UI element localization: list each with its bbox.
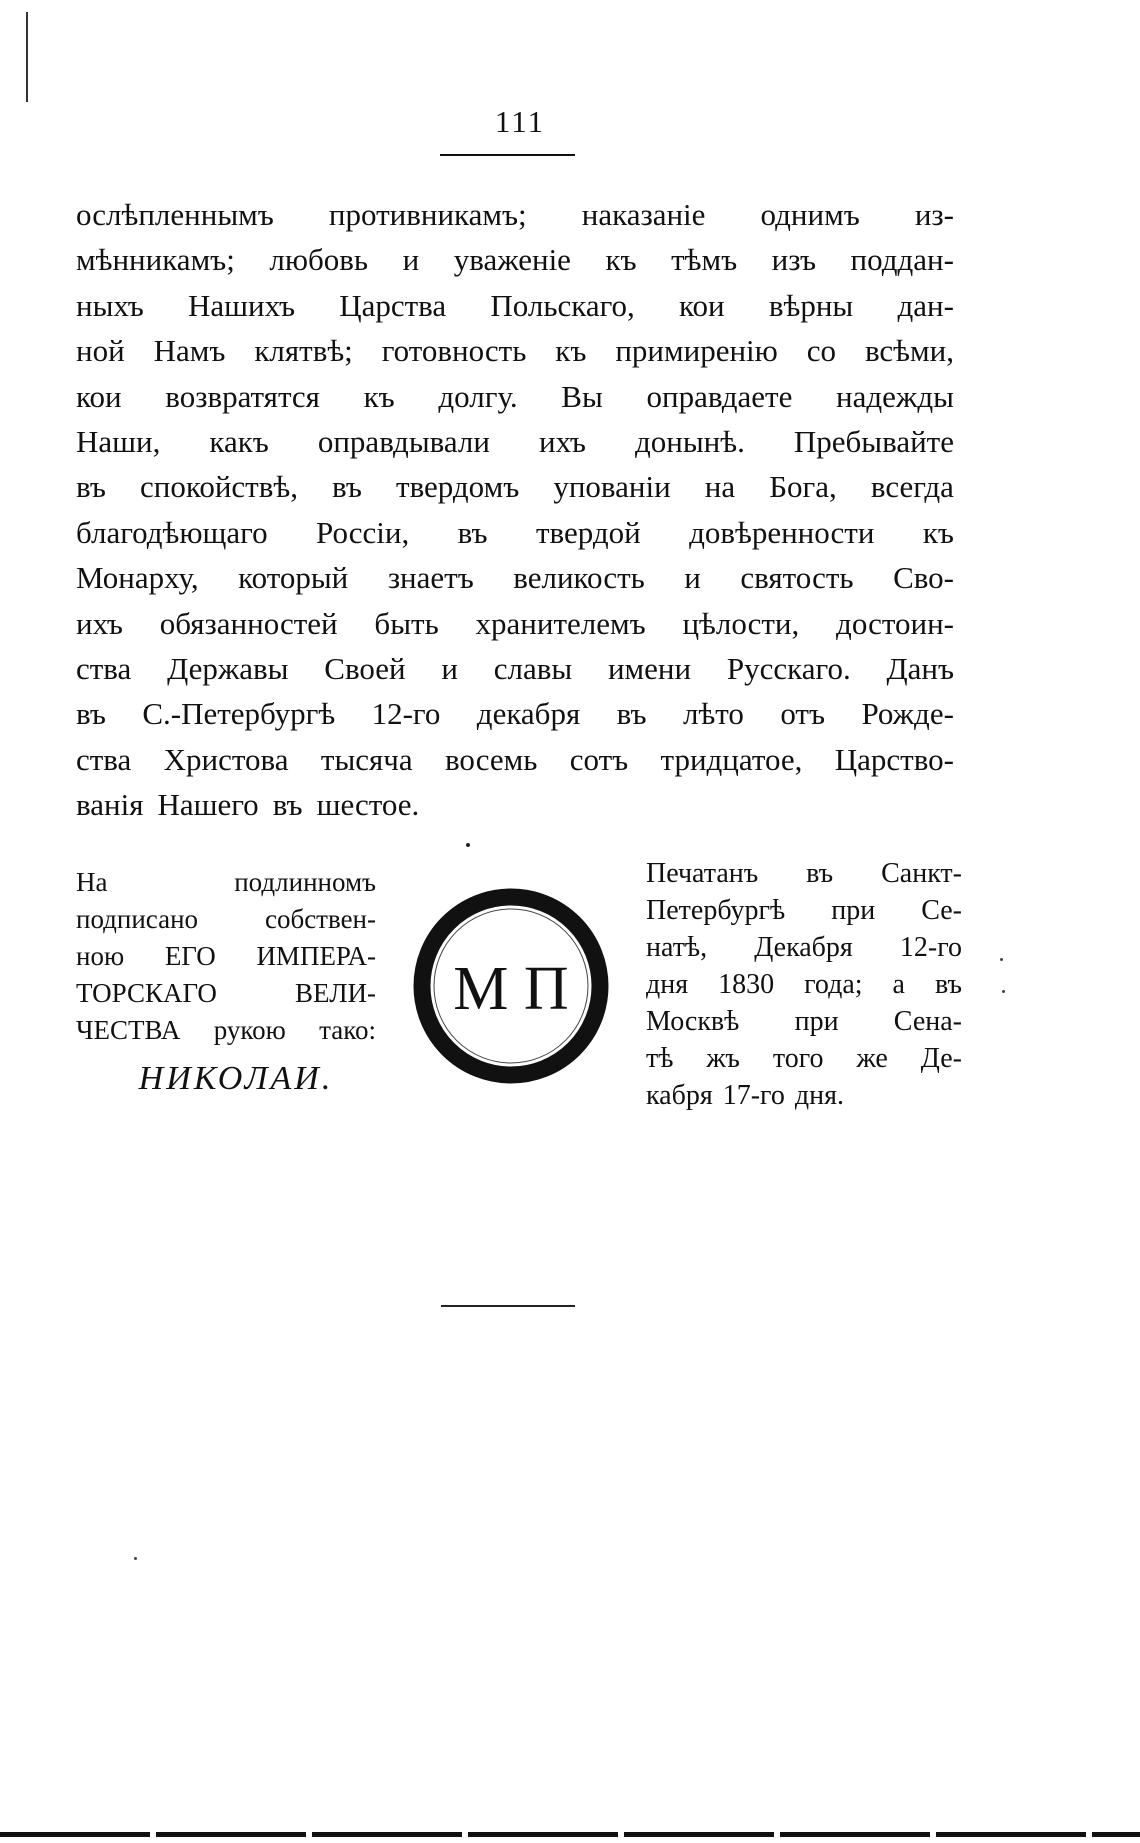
word: на <box>704 469 736 505</box>
text-line <box>76 1012 376 1049</box>
word: декабря <box>476 696 581 732</box>
printing-note <box>646 855 962 1114</box>
word: Вы <box>561 378 603 414</box>
text-line <box>646 966 962 1003</box>
word: сотъ <box>569 741 629 777</box>
text-line <box>76 691 954 736</box>
word: натѣ, <box>646 932 708 963</box>
word: въ <box>272 787 303 823</box>
word: ихъ <box>539 423 586 459</box>
word: С.-Петербургѣ <box>142 696 336 732</box>
text-line <box>76 646 954 691</box>
word: Царства <box>339 287 447 323</box>
word: спокойствѣ, <box>140 469 298 505</box>
word: Наши, <box>76 423 161 459</box>
word: 12-го <box>371 696 441 732</box>
word: Се- <box>921 895 962 926</box>
word: къ <box>922 514 954 550</box>
word: собствен- <box>264 904 376 934</box>
word: кои <box>679 287 725 323</box>
word: уваженіе <box>453 242 571 278</box>
word: тридцатое, <box>660 741 803 777</box>
word: при <box>794 1006 839 1037</box>
word: 12-го <box>899 932 962 963</box>
word: 1830 <box>718 969 775 1000</box>
word: Нашего <box>157 787 259 823</box>
text-line <box>76 737 954 782</box>
word: возвратятся <box>165 378 320 414</box>
word: ныхъ <box>76 287 144 323</box>
word: ЧЕСТВА <box>76 1015 181 1045</box>
word: противникамъ; <box>328 197 527 232</box>
word: Рожде- <box>861 696 954 732</box>
word: изъ <box>771 242 816 278</box>
bottom-edge-rule <box>0 1832 1140 1837</box>
word: готовность <box>381 333 527 369</box>
word: Христова <box>163 741 289 777</box>
word: дня <box>646 969 689 1000</box>
text-line <box>76 374 954 419</box>
word: Данъ <box>886 650 954 686</box>
word: знаетъ <box>387 560 474 596</box>
text-line <box>646 1040 962 1077</box>
word: дан- <box>897 287 954 323</box>
word: года; <box>804 969 863 1000</box>
word: а <box>892 969 905 1000</box>
signature-block <box>76 864 376 1099</box>
word: при <box>831 895 876 926</box>
word: ВЕЛИ- <box>295 978 376 1008</box>
word: Русскаго. <box>726 650 851 686</box>
seal-dot <box>466 843 470 847</box>
word: какъ <box>209 423 269 459</box>
word: ной <box>76 333 125 369</box>
tsar-signature: НИКОЛАИ. <box>138 1060 334 1097</box>
word: же <box>856 1043 888 1074</box>
word: Печатанъ <box>646 858 759 889</box>
body-paragraph <box>76 192 954 827</box>
text-line <box>76 464 954 509</box>
word: Бога, <box>769 469 837 505</box>
word: жъ <box>706 1043 740 1074</box>
word: вѣрны <box>768 287 854 323</box>
word: ихъ <box>76 605 123 641</box>
word: цѣлости, <box>682 605 800 641</box>
text-line <box>646 892 962 929</box>
text-line <box>76 555 954 600</box>
word: тѣ <box>646 1043 674 1074</box>
word: Пребывайте <box>793 423 954 459</box>
text-line <box>646 855 962 892</box>
word: твердой <box>535 514 641 550</box>
word: подписано <box>76 904 199 934</box>
word: въ <box>806 858 834 889</box>
word: 17-го <box>722 1080 785 1111</box>
word: всегда <box>870 469 954 505</box>
word: всѣми, <box>864 333 954 369</box>
text-line <box>76 510 954 555</box>
word: твердомъ <box>396 469 520 505</box>
text-line <box>76 192 954 237</box>
text-line <box>76 328 954 373</box>
word: На <box>76 867 108 897</box>
word: Де- <box>920 1043 962 1074</box>
word: ЕГО <box>164 941 216 971</box>
word: благодѣющаго <box>76 514 268 550</box>
word: быть <box>374 605 439 641</box>
word: того <box>772 1043 824 1074</box>
word: мѣнникамъ; <box>76 242 235 278</box>
word: тысяча <box>320 741 413 777</box>
word: однимъ <box>760 197 860 232</box>
word: въ <box>76 469 106 505</box>
word: кабря <box>646 1080 713 1111</box>
word: Сво- <box>893 560 954 596</box>
word: из- <box>914 197 954 232</box>
word: оправдаете <box>646 378 793 414</box>
word: ослѣпленнымъ <box>76 197 274 232</box>
word: который <box>238 560 349 596</box>
text-line <box>76 975 376 1012</box>
signature-note <box>76 864 376 1049</box>
word: рукою <box>213 1015 286 1045</box>
word: поддан- <box>850 242 954 278</box>
speck <box>1000 958 1003 961</box>
word: къ <box>555 333 587 369</box>
text-line <box>76 782 954 827</box>
word: Намъ <box>153 333 226 369</box>
word: ства <box>76 650 132 686</box>
word: ною <box>76 941 125 971</box>
word: въ <box>616 696 647 732</box>
word: тѣмъ <box>671 242 738 278</box>
speck <box>134 1557 137 1560</box>
word: клятвѣ; <box>254 333 353 369</box>
word: хранителемъ <box>475 605 646 641</box>
word: ства <box>76 741 132 777</box>
text-line <box>76 938 376 975</box>
text-line <box>76 283 954 328</box>
word: Петербургѣ <box>646 895 786 926</box>
word: Декабря <box>754 932 853 963</box>
word: упованіи <box>553 469 671 505</box>
word: надежды <box>836 378 954 414</box>
word: кои <box>76 378 122 414</box>
text-line <box>76 237 954 282</box>
word: любовь <box>269 242 369 278</box>
word: Державы <box>167 650 289 686</box>
word: тако: <box>319 1015 376 1045</box>
word: ТОРСКАГО <box>76 978 217 1008</box>
word: въ <box>332 469 362 505</box>
word: и <box>402 242 420 278</box>
text-line <box>76 901 376 938</box>
text-line <box>646 1077 962 1114</box>
word: и <box>441 650 458 686</box>
word: въ <box>934 969 962 1000</box>
word: въ <box>457 514 488 550</box>
word: достоин- <box>836 605 954 641</box>
word: ИМПЕРА- <box>256 941 376 971</box>
word: довѣренности <box>689 514 875 550</box>
end-rule <box>441 1305 575 1307</box>
word: святость <box>740 560 854 596</box>
word: Своей <box>324 650 406 686</box>
page-edge-mark <box>26 12 28 102</box>
text-line <box>76 864 376 901</box>
text-line <box>646 929 962 966</box>
word: лѣто <box>682 696 744 732</box>
word: дня. <box>794 1080 844 1111</box>
word: Санкт- <box>881 858 962 889</box>
word: Сена- <box>893 1006 962 1037</box>
word: шестое. <box>316 787 420 823</box>
speck <box>1002 990 1005 993</box>
word: Царство- <box>834 741 954 777</box>
page-number-rule <box>440 154 575 156</box>
word: примиренію <box>615 333 778 369</box>
word: подлинномъ <box>234 867 376 897</box>
seal-text: М П <box>453 955 569 1023</box>
word: восемь <box>445 741 538 777</box>
word: оправдывали <box>317 423 490 459</box>
word: Россіи, <box>316 514 410 550</box>
page-number: 111 <box>494 104 546 139</box>
word: славы <box>493 650 573 686</box>
text-line <box>76 601 954 646</box>
word: великость <box>513 560 645 596</box>
word: донынѣ. <box>634 423 745 459</box>
word: долгу. <box>438 378 518 414</box>
word: Нашихъ <box>188 287 295 323</box>
word: Москвѣ <box>646 1006 740 1037</box>
word: къ <box>605 242 637 278</box>
word: Монарху, <box>76 560 199 596</box>
word: къ <box>363 378 395 414</box>
word: въ <box>76 696 106 732</box>
seal-stamp <box>411 886 611 1086</box>
word: имени <box>607 650 692 686</box>
text-line <box>76 419 954 464</box>
word: со <box>806 333 837 369</box>
word: обязанностей <box>159 605 338 641</box>
word: Польскаго, <box>490 287 635 323</box>
word: отъ <box>780 696 826 732</box>
word: наказаніе <box>581 197 706 232</box>
text-line <box>646 1003 962 1040</box>
word: ванія <box>76 787 144 823</box>
word: и <box>684 560 701 596</box>
